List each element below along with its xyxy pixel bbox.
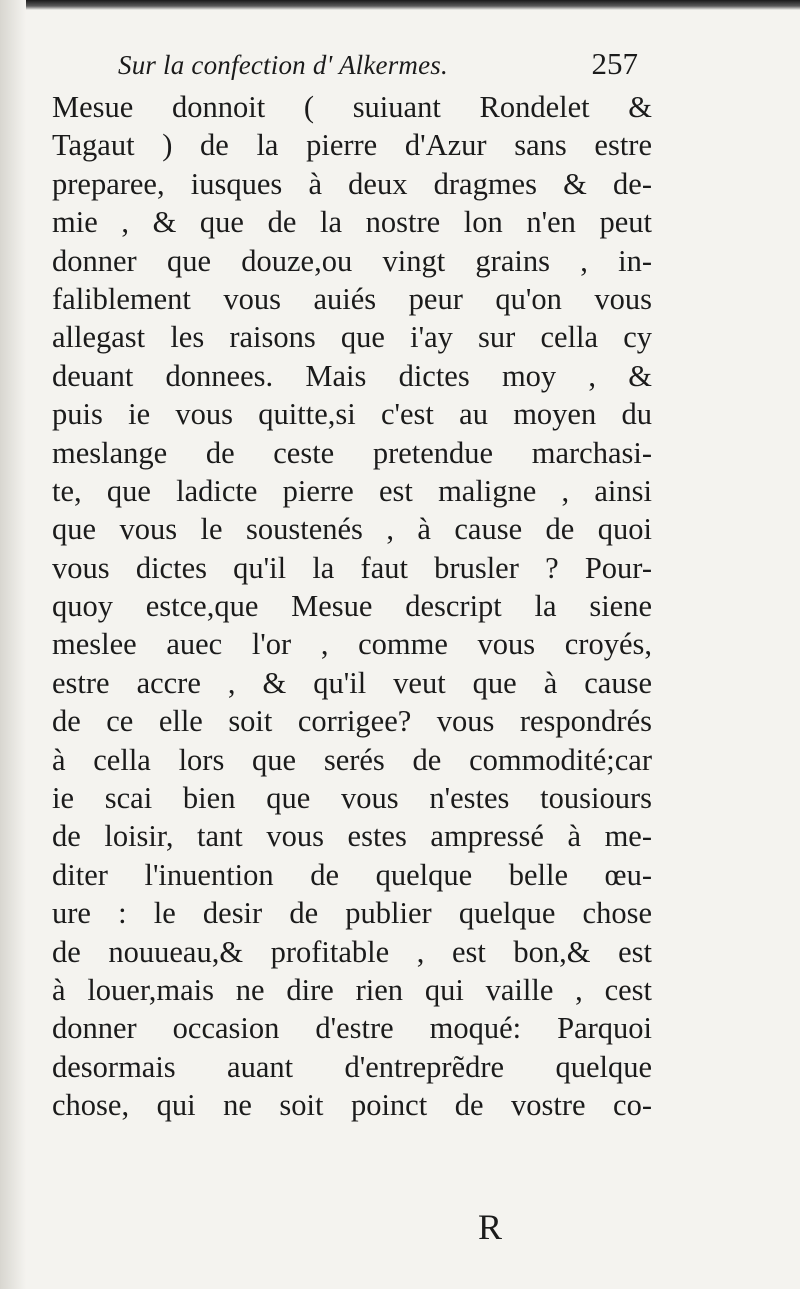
text-line: mie , & que de la nostre lon n'en peut xyxy=(52,205,652,240)
text-line: estre accre , & qu'il veut que à cause xyxy=(52,665,652,700)
text-line: desormais auant d'entreprẽdre quelque xyxy=(52,1049,652,1084)
signature-mark: R xyxy=(478,1207,503,1247)
text-line: quoy estce,que Mesue descript la siene xyxy=(52,589,652,624)
text-line: vous dictes qu'il la faut brusler ? Pour- xyxy=(52,550,652,585)
text-line: Tagaut ) de la pierre d'Azur sans estre xyxy=(52,128,652,163)
page-number: 257 xyxy=(591,46,638,81)
text-line: faliblement vous auiés peur qu'on vous xyxy=(52,281,652,316)
text-line: de loisir, tant vous estes ampressé à me- xyxy=(52,819,652,854)
text-line: que vous le soustenés , à cause de quoi xyxy=(52,512,652,547)
page-top-edge xyxy=(0,0,800,10)
text-line: allegast les raisons que i'ay sur cella cy xyxy=(52,320,652,355)
text-line: deuant donnees. Mais dictes moy , & xyxy=(52,358,652,393)
text-line: de ce elle soit corrigee? vous respondrés xyxy=(52,704,652,739)
text-line: preparee, iusques à deux dragmes & de- xyxy=(52,166,652,201)
text-line: à cella lors que serés de commodité;car xyxy=(52,742,652,777)
text-line: ure : le desir de publier quelque chose xyxy=(52,896,652,931)
text-line: chose, qui ne soit poinct de vostre co- xyxy=(52,1088,652,1123)
text-line: de nouueau,& profitable , est bon,& est xyxy=(52,934,652,969)
text-line: meslange de ceste pretendue marchasi- xyxy=(52,435,652,470)
text-line: diter l'inuention de quelque belle œu- xyxy=(52,857,652,892)
page-gutter-shadow xyxy=(0,0,26,1289)
text-line: donner que douze,ou vingt grains , in- xyxy=(52,243,652,278)
text-line: Mesue donnoit ( suiuant Rondelet & xyxy=(52,90,652,124)
text-line: meslee auec l'or , comme vous croyés, xyxy=(52,627,652,662)
running-title: Sur la confection d' Alkermes. xyxy=(118,50,448,80)
text-line: donner occasion d'estre moqué: Parquoi xyxy=(52,1011,652,1046)
page-header xyxy=(118,46,638,90)
text-line: te, que ladicte pierre est maligne , ainsi xyxy=(52,473,652,508)
text-line: à louer,mais ne dire rien qui vaille , cest xyxy=(52,972,652,1007)
body-text xyxy=(52,88,652,1125)
text-line: ie scai bien que vous n'estes tousiours xyxy=(52,781,652,816)
text-line: puis ie vous quitte,si c'est au moyen du xyxy=(52,397,652,432)
